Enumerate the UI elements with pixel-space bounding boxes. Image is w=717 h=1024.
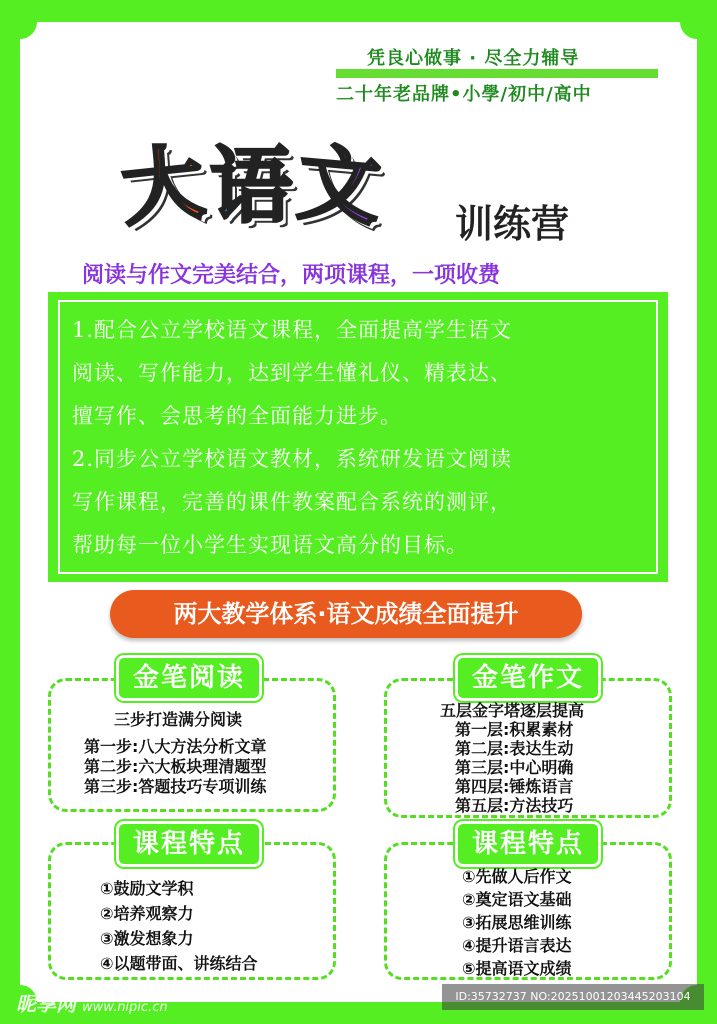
logo-char-3: 文	[294, 135, 385, 238]
feature-item: ④以题带面、讲练结合	[100, 954, 258, 973]
logo-subtitle: 训练营	[455, 202, 570, 246]
watermark-url: www.nipic.cn	[82, 1000, 168, 1015]
feature-item: ②奠定语文基础	[462, 890, 572, 909]
image-id-bar: ID:35732737 NO:20251001203445203104	[442, 984, 704, 1010]
feature-item: ①先做人后作文	[462, 867, 572, 886]
feature-item: ③拓展思维训练	[462, 913, 572, 932]
feature-item: ②培养观察力	[100, 904, 194, 923]
corner-decoration	[3, 5, 37, 39]
slogan-line2: 二十年老品牌•小學/初中/高中	[336, 84, 592, 105]
feature-item: ①鼓励文学积	[100, 879, 194, 898]
feature-item: ⑤提高语文成绩	[462, 959, 572, 978]
writing-level: 第二层:表达生动	[455, 739, 574, 758]
reading-heading: 三步打造满分阅读	[114, 710, 243, 729]
reading-step: 第一步:八大方法分析文章	[84, 737, 267, 756]
intro-line: 2.同步公立学校语文教材，系统研发语文阅读	[72, 447, 513, 471]
feature-item: ③激发想象力	[100, 929, 194, 948]
features-right-tag: 课程特点	[455, 821, 601, 867]
logo-title	[117, 134, 385, 239]
watermark-brand-text: 昵享网	[16, 992, 76, 1016]
intro-line: 帮助每一位小学生实现语文高分的目标。	[72, 533, 468, 557]
reading-tag: 金笔阅读	[116, 655, 262, 701]
logo-char-1: 大	[117, 134, 209, 239]
writing-tag: 金笔作文	[455, 655, 601, 701]
corner-decoration	[680, 5, 714, 39]
writing-level: 第一层:积累素材	[455, 720, 574, 739]
reading-step: 第三步:答题技巧专项训练	[84, 777, 267, 796]
features-left-tag: 课程特点	[116, 821, 262, 867]
writing-level: 第四层:锤炼语言	[455, 777, 574, 796]
intro-line: 写作课程，完善的课件教案配合系统的测评，	[72, 490, 512, 514]
reading-step: 第二步:六大板块理清题型	[84, 757, 267, 776]
intro-line: 阅读、写作能力，达到学生懂礼仪、精表达、	[72, 361, 512, 385]
slogan-line1: 凭良心做事 · 尽全力辅导	[367, 48, 580, 69]
slogan-divider	[336, 69, 658, 78]
watermark-brand	[16, 988, 168, 1017]
feature-item: ④提升语言表达	[462, 936, 572, 955]
logo-char-2: 语	[210, 139, 293, 234]
writing-level: 第三层:中心明确	[455, 758, 574, 777]
writing-level: 第五层:方法技巧	[455, 796, 574, 815]
tagline: 阅读与作文完美结合，两项课程，一项收费	[82, 263, 501, 288]
banner-pill: 两大教学体系·语文成绩全面提升	[110, 590, 582, 638]
writing-heading: 五层金字塔逐层提高	[440, 701, 585, 720]
intro-line: 擅写作、会思考的全面能力进步。	[72, 404, 402, 428]
intro-line: 1.配合公立学校语文课程，全面提高学生语文	[72, 318, 513, 342]
